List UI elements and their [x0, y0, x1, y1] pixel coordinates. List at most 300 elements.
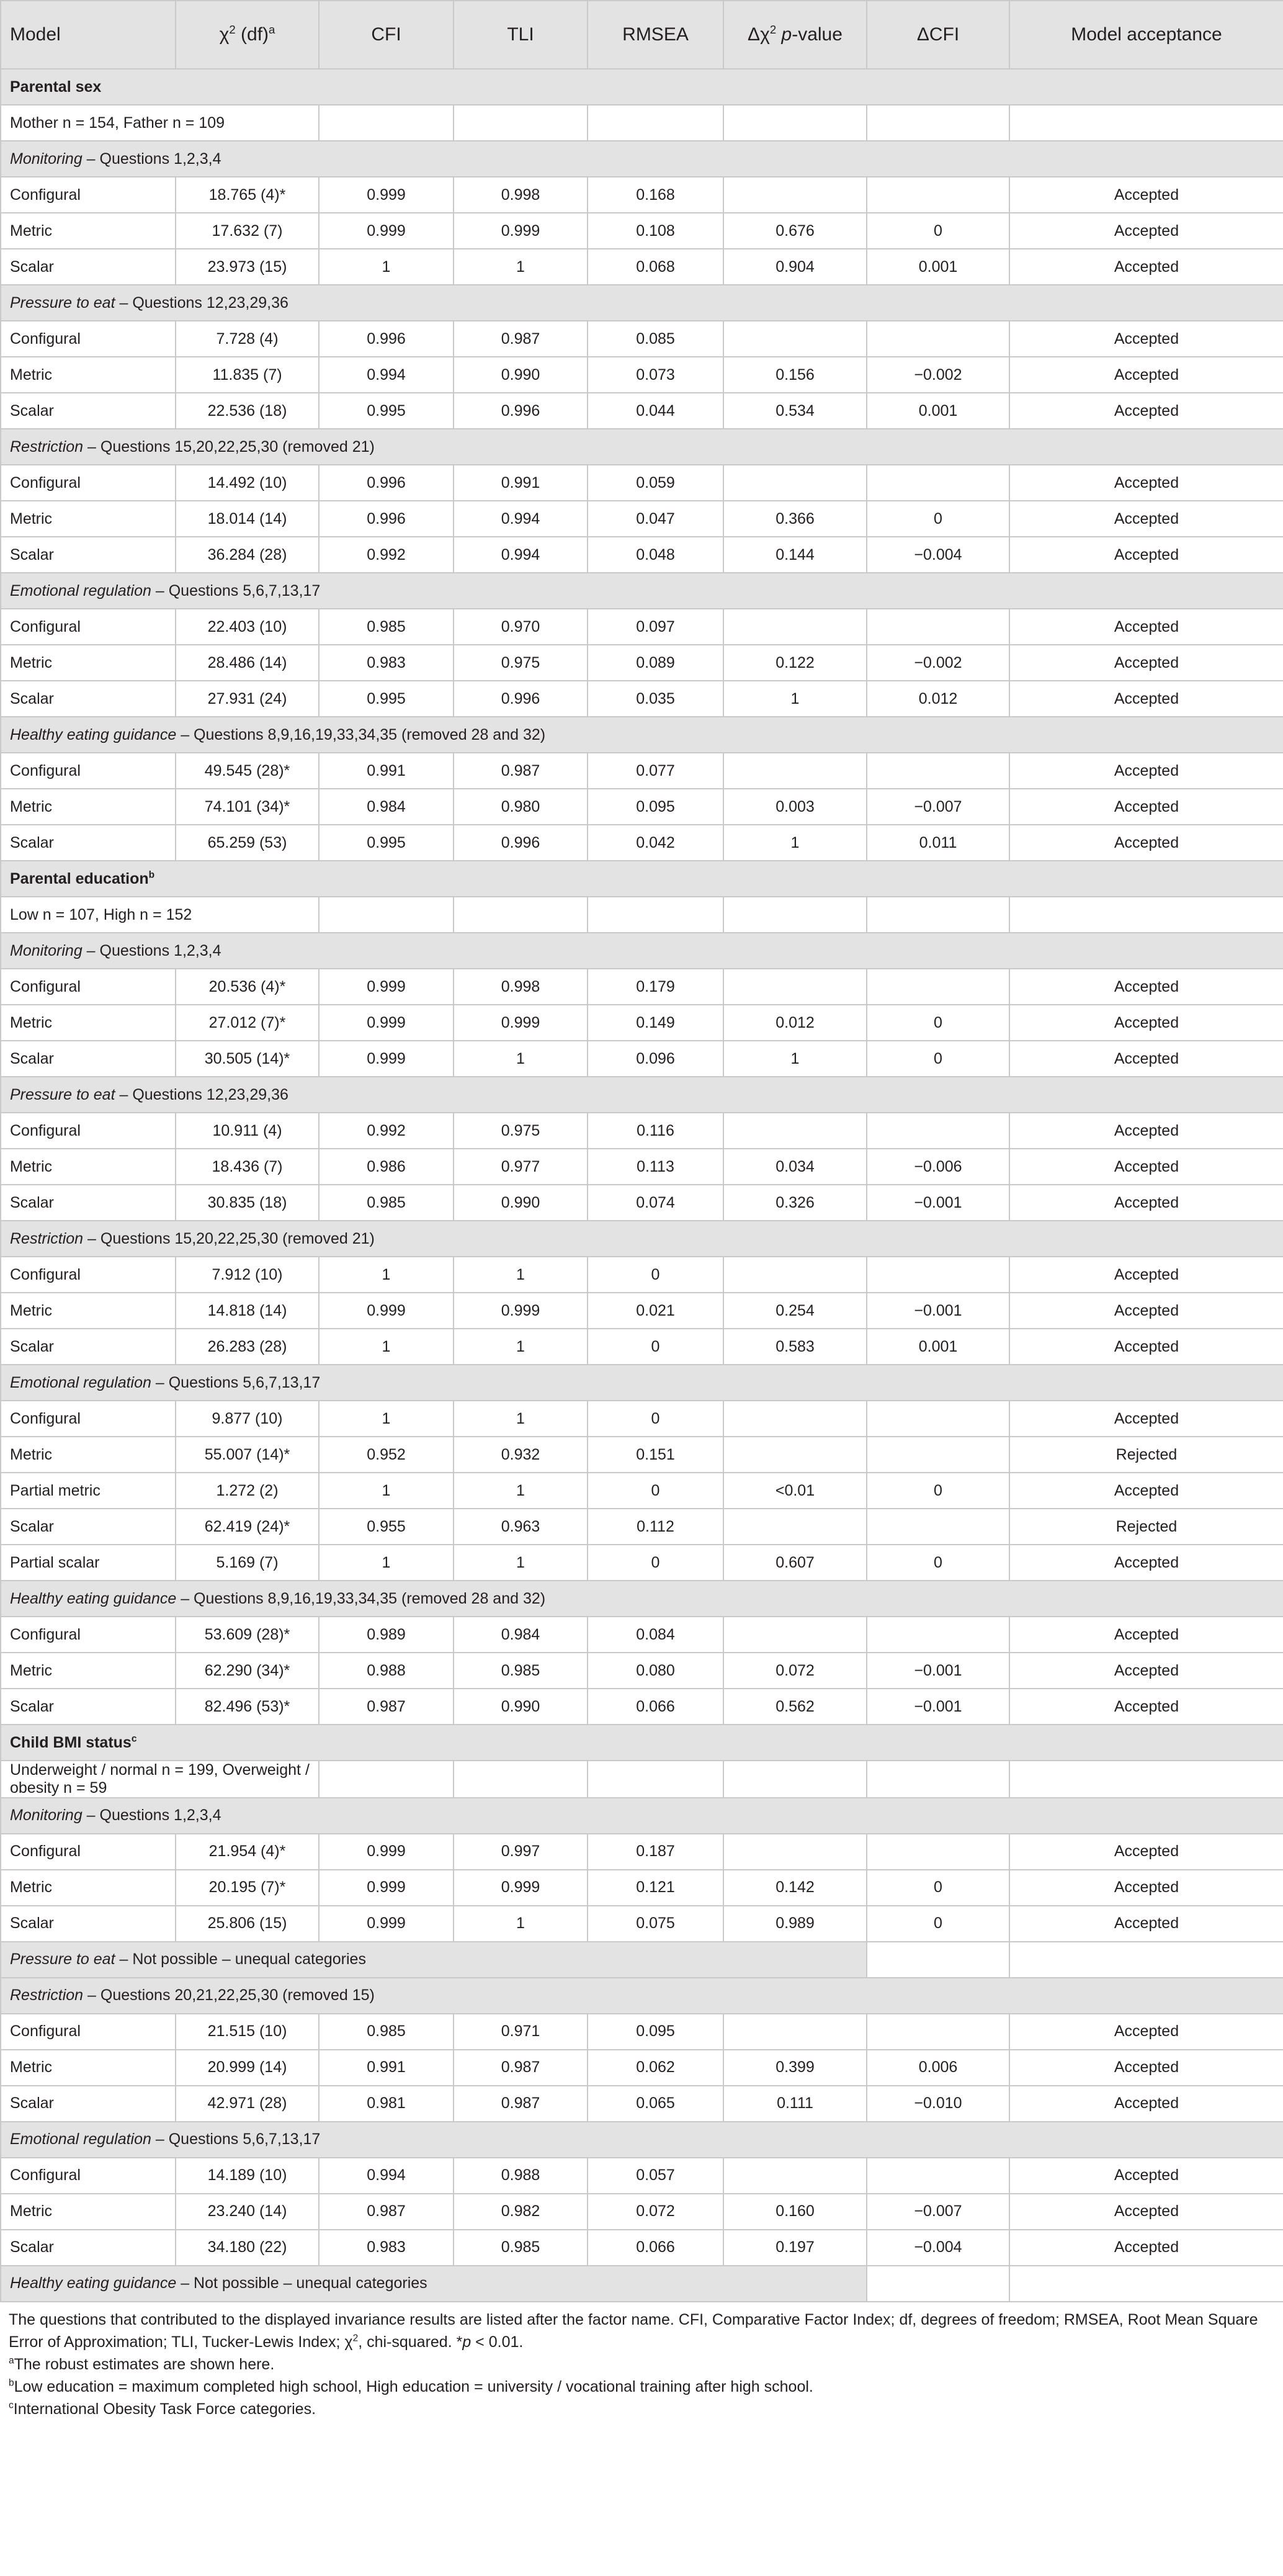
delta-chi-p-cell	[723, 177, 867, 213]
table-row	[1, 609, 1283, 645]
chi-square-cell: 22.403 (10)	[176, 609, 319, 645]
delta-chi-p-cell: 0.160	[723, 2194, 867, 2230]
tli-cell: 1	[454, 1041, 588, 1077]
model-cell: Metric	[1, 1149, 176, 1185]
table-row	[1, 501, 1283, 537]
table-row	[1, 1906, 1283, 1942]
tli-cell: 0.996	[454, 393, 588, 429]
table-row	[1, 825, 1283, 861]
table-row	[1, 1185, 1283, 1221]
cfi-cell: 1	[319, 249, 454, 285]
chi-square-cell: 20.536 (4)*	[176, 969, 319, 1005]
table-row	[1, 1617, 1283, 1653]
table-row	[1, 1149, 1283, 1185]
rmsea-cell: 0.068	[588, 249, 723, 285]
rmsea-cell: 0.187	[588, 1834, 723, 1870]
cfi-cell: 0.991	[319, 2050, 454, 2086]
model-cell: Metric	[1, 1437, 176, 1473]
cfi-cell: 0.983	[319, 2230, 454, 2266]
delta-chi-p-cell: 0.142	[723, 1870, 867, 1906]
model-cell: Scalar	[1, 1041, 176, 1077]
model-cell: Metric	[1, 2050, 176, 2086]
empty-cell	[319, 105, 454, 141]
chi-square-cell: 21.515 (10)	[176, 2014, 319, 2050]
delta-cfi-cell: 0.006	[867, 2050, 1009, 2086]
cfi-cell: 0.999	[319, 1293, 454, 1329]
cfi-cell: 1	[319, 1401, 454, 1437]
delta-cfi-cell: −0.007	[867, 2194, 1009, 2230]
footnote-c: $^c$International Obesity Task Force categories.	[9, 2400, 316, 2418]
model-cell: Scalar	[1, 1689, 176, 1725]
acceptance-cell: Accepted	[1009, 1906, 1283, 1942]
cfi-cell: 0.999	[319, 1041, 454, 1077]
delta-cfi-cell: −0.006	[867, 1149, 1009, 1185]
empty-cell	[723, 105, 867, 141]
chi-square-cell: 14.818 (14)	[176, 1293, 319, 1329]
delta-chi-p-cell	[723, 2014, 867, 2050]
delta-cfi-cell: 0.001	[867, 1329, 1009, 1365]
chi-square-cell: 30.835 (18)	[176, 1185, 319, 1221]
rmsea-cell: 0.108	[588, 213, 723, 249]
tli-cell: 0.991	[454, 465, 588, 501]
chi-square-cell: 21.954 (4)*	[176, 1834, 319, 1870]
chi-square-cell: 18.014 (14)	[176, 501, 319, 537]
acceptance-cell: Accepted	[1009, 321, 1283, 357]
model-cell: Metric	[1, 213, 176, 249]
delta-cfi-cell	[867, 753, 1009, 789]
factor-header-row	[1, 1581, 1283, 1617]
empty-cell	[1009, 897, 1283, 933]
cfi-cell: 0.994	[319, 357, 454, 393]
table-row	[1, 2086, 1283, 2122]
rmsea-cell: 0.044	[588, 393, 723, 429]
model-cell: Configural	[1, 969, 176, 1005]
chi-square-cell: 23.973 (15)	[176, 249, 319, 285]
delta-cfi-cell: 0.001	[867, 249, 1009, 285]
acceptance-cell: Accepted	[1009, 465, 1283, 501]
group-sample-row	[1, 897, 1283, 933]
factor-title: Pressure to eat – Not possible – unequal categories	[1, 1942, 867, 1978]
model-cell: Partial scalar	[1, 1545, 176, 1581]
delta-cfi-cell	[867, 321, 1009, 357]
delta-chi-p-cell: 0.534	[723, 393, 867, 429]
acceptance-cell: Accepted	[1009, 1401, 1283, 1437]
chi-square-cell: 55.007 (14)*	[176, 1437, 319, 1473]
model-cell: Scalar	[1, 825, 176, 861]
model-cell: Metric	[1, 1653, 176, 1689]
table-row	[1, 969, 1283, 1005]
table-row	[1, 645, 1283, 681]
empty-cell	[723, 897, 867, 933]
rmsea-cell: 0.047	[588, 501, 723, 537]
factor-header-row	[1, 1942, 1283, 1978]
tli-cell: 0.997	[454, 1834, 588, 1870]
tli-cell: 1	[454, 1906, 588, 1942]
delta-chi-p-cell	[723, 969, 867, 1005]
model-cell: Scalar	[1, 1329, 176, 1365]
model-cell: Metric	[1, 357, 176, 393]
delta-chi-p-cell	[723, 1401, 867, 1437]
chi-square-cell: 82.496 (53)*	[176, 1689, 319, 1725]
rmsea-cell: 0.066	[588, 2230, 723, 2266]
empty-cell	[319, 1761, 454, 1798]
delta-cfi-cell: 0	[867, 213, 1009, 249]
delta-chi-p-cell: 1	[723, 681, 867, 717]
chi-square-cell: 18.765 (4)*	[176, 177, 319, 213]
acceptance-cell: Accepted	[1009, 2230, 1283, 2266]
acceptance-cell: Accepted	[1009, 969, 1283, 1005]
rmsea-cell: 0.074	[588, 1185, 723, 1221]
rmsea-cell: 0.179	[588, 969, 723, 1005]
table-row	[1, 249, 1283, 285]
acceptance-cell: Accepted	[1009, 393, 1283, 429]
delta-cfi-cell: 0	[867, 1870, 1009, 1906]
rmsea-cell: 0.112	[588, 1509, 723, 1545]
delta-chi-p-cell: 0.676	[723, 213, 867, 249]
chi-square-cell: 22.536 (18)	[176, 393, 319, 429]
header-delta-chi-p: $\Delta\chi^2$ p-value	[723, 1, 867, 69]
table-row	[1, 465, 1283, 501]
delta-chi-p-cell: 0.607	[723, 1545, 867, 1581]
model-cell: Scalar	[1, 393, 176, 429]
empty-cell	[588, 897, 723, 933]
table-row	[1, 537, 1283, 573]
tli-cell: 0.985	[454, 1653, 588, 1689]
model-cell: Metric	[1, 1005, 176, 1041]
delta-chi-p-cell	[723, 321, 867, 357]
delta-chi-p-cell: 0.003	[723, 789, 867, 825]
cfi-cell: 0.987	[319, 1689, 454, 1725]
acceptance-cell: Accepted	[1009, 1473, 1283, 1509]
delta-chi-p-cell: 0.156	[723, 357, 867, 393]
delta-cfi-cell	[867, 177, 1009, 213]
model-cell: Partial metric	[1, 1473, 176, 1509]
empty-cell	[867, 2266, 1009, 2302]
table-row	[1, 1509, 1283, 1545]
cfi-cell: 0.988	[319, 1653, 454, 1689]
table-row	[1, 393, 1283, 429]
delta-chi-p-cell: 0.111	[723, 2086, 867, 2122]
tli-cell: 1	[454, 1257, 588, 1293]
acceptance-cell: Accepted	[1009, 1005, 1283, 1041]
acceptance-cell: Accepted	[1009, 2086, 1283, 2122]
delta-chi-p-cell: 0.122	[723, 645, 867, 681]
factor-header-row	[1, 1978, 1283, 2014]
delta-chi-p-cell: 0.326	[723, 1185, 867, 1221]
tli-cell: 0.996	[454, 825, 588, 861]
chi-square-cell: 25.806 (15)	[176, 1906, 319, 1942]
model-cell: Metric	[1, 789, 176, 825]
model-cell: Scalar	[1, 1906, 176, 1942]
tli-cell: 0.994	[454, 537, 588, 573]
cfi-cell: 1	[319, 1257, 454, 1293]
rmsea-cell: 0	[588, 1473, 723, 1509]
chi-square-cell: 18.436 (7)	[176, 1149, 319, 1185]
model-cell: Configural	[1, 465, 176, 501]
chi-square-cell: 7.912 (10)	[176, 1257, 319, 1293]
cfi-cell: 0.994	[319, 2158, 454, 2194]
factor-title: Emotional regulation – Questions 5,6,7,13,17	[1, 1365, 1283, 1401]
rmsea-cell: 0	[588, 1401, 723, 1437]
model-cell: Scalar	[1, 537, 176, 573]
delta-chi-p-cell: 0.904	[723, 249, 867, 285]
delta-chi-p-cell: 1	[723, 1041, 867, 1077]
table-row	[1, 177, 1283, 213]
empty-cell	[588, 105, 723, 141]
empty-cell	[867, 105, 1009, 141]
group-sample-row	[1, 105, 1283, 141]
factor-title: Healthy eating guidance – Questions 8,9,16,19,33,34,35 (removed 28 and 32)	[1, 717, 1283, 753]
rmsea-cell: 0.042	[588, 825, 723, 861]
table-row	[1, 2050, 1283, 2086]
chi-square-cell: 23.240 (14)	[176, 2194, 319, 2230]
tli-cell: 0.987	[454, 321, 588, 357]
empty-cell	[454, 897, 588, 933]
rmsea-cell: 0.065	[588, 2086, 723, 2122]
delta-cfi-cell	[867, 1437, 1009, 1473]
delta-cfi-cell: 0	[867, 1473, 1009, 1509]
acceptance-cell: Accepted	[1009, 681, 1283, 717]
table-row	[1, 357, 1283, 393]
table-row	[1, 1834, 1283, 1870]
cfi-cell: 0.991	[319, 753, 454, 789]
table-row	[1, 1545, 1283, 1581]
delta-cfi-cell: −0.007	[867, 789, 1009, 825]
factor-title: Restriction – Questions 15,20,22,25,30 (removed 21)	[1, 1221, 1283, 1257]
factor-title: Pressure to eat – Questions 12,23,29,36	[1, 1077, 1283, 1113]
rmsea-cell: 0.116	[588, 1113, 723, 1149]
delta-chi-p-cell: <0.01	[723, 1473, 867, 1509]
group-sample-sizes: Mother n = 154, Father n = 109	[1, 105, 319, 141]
cfi-cell: 0.992	[319, 1113, 454, 1149]
chi-square-cell: 34.180 (22)	[176, 2230, 319, 2266]
delta-cfi-cell	[867, 1113, 1009, 1149]
delta-chi-p-cell: 0.583	[723, 1329, 867, 1365]
table-row	[1, 213, 1283, 249]
model-cell: Metric	[1, 1293, 176, 1329]
rmsea-cell: 0.066	[588, 1689, 723, 1725]
group-title: Parental education$^b$	[1, 861, 1283, 897]
empty-cell	[867, 1761, 1009, 1798]
factor-header-row	[1, 2122, 1283, 2158]
acceptance-cell: Accepted	[1009, 1113, 1283, 1149]
cfi-cell: 0.999	[319, 1906, 454, 1942]
empty-cell	[454, 1761, 588, 1798]
chi-square-cell: 20.999 (14)	[176, 2050, 319, 2086]
table-row	[1, 2194, 1283, 2230]
delta-chi-p-cell: 0.144	[723, 537, 867, 573]
delta-cfi-cell	[867, 969, 1009, 1005]
acceptance-cell: Rejected	[1009, 1509, 1283, 1545]
header-model-acceptance: Model acceptance	[1009, 1, 1283, 69]
delta-cfi-cell: 0	[867, 1005, 1009, 1041]
rmsea-cell: 0.035	[588, 681, 723, 717]
group-sample-sizes: Low n = 107, High n = 152	[1, 897, 319, 933]
cfi-cell: 0.955	[319, 1509, 454, 1545]
rmsea-cell: 0.113	[588, 1149, 723, 1185]
delta-chi-p-cell: 0.399	[723, 2050, 867, 2086]
chi-square-cell: 53.609 (28)*	[176, 1617, 319, 1653]
delta-cfi-cell: 0	[867, 1545, 1009, 1581]
cfi-cell: 0.995	[319, 825, 454, 861]
delta-cfi-cell	[867, 2158, 1009, 2194]
delta-cfi-cell: −0.004	[867, 2230, 1009, 2266]
table-row	[1, 1005, 1283, 1041]
delta-chi-p-cell	[723, 1113, 867, 1149]
model-cell: Configural	[1, 321, 176, 357]
table-row	[1, 789, 1283, 825]
rmsea-cell: 0.089	[588, 645, 723, 681]
chi-square-cell: 1.272 (2)	[176, 1473, 319, 1509]
cfi-cell: 0.984	[319, 789, 454, 825]
rmsea-cell: 0.121	[588, 1870, 723, 1906]
model-cell: Metric	[1, 2194, 176, 2230]
group-sample-row	[1, 1761, 1283, 1798]
tli-cell: 1	[454, 1473, 588, 1509]
tli-cell: 0.998	[454, 177, 588, 213]
chi-square-cell: 42.971 (28)	[176, 2086, 319, 2122]
tli-cell: 0.999	[454, 1005, 588, 1041]
model-cell: Scalar	[1, 681, 176, 717]
rmsea-cell: 0.084	[588, 1617, 723, 1653]
chi-square-cell: 65.259 (53)	[176, 825, 319, 861]
factor-title: Pressure to eat – Questions 12,23,29,36	[1, 285, 1283, 321]
acceptance-cell: Accepted	[1009, 1329, 1283, 1365]
header-chi-square: $\chi^2$ (df)$^a$	[176, 1, 319, 69]
header-rmsea: RMSEA	[588, 1, 723, 69]
model-cell: Scalar	[1, 249, 176, 285]
cfi-cell: 0.999	[319, 177, 454, 213]
model-cell: Configural	[1, 1834, 176, 1870]
cfi-cell: 1	[319, 1473, 454, 1509]
table-row	[1, 753, 1283, 789]
cfi-cell: 0.985	[319, 609, 454, 645]
empty-cell	[319, 897, 454, 933]
acceptance-cell: Rejected	[1009, 1437, 1283, 1473]
chi-square-cell: 7.728 (4)	[176, 321, 319, 357]
group-title: Parental sex	[1, 69, 1283, 105]
tli-cell: 0.990	[454, 1185, 588, 1221]
delta-cfi-cell: −0.001	[867, 1293, 1009, 1329]
factor-title: Monitoring – Questions 1,2,3,4	[1, 933, 1283, 969]
acceptance-cell: Accepted	[1009, 537, 1283, 573]
model-cell: Configural	[1, 177, 176, 213]
chi-square-cell: 10.911 (4)	[176, 1113, 319, 1149]
empty-cell	[454, 105, 588, 141]
tli-cell: 0.982	[454, 2194, 588, 2230]
acceptance-cell: Accepted	[1009, 753, 1283, 789]
factor-header-row	[1, 2266, 1283, 2302]
acceptance-cell: Accepted	[1009, 177, 1283, 213]
table-row	[1, 321, 1283, 357]
tli-cell: 0.984	[454, 1617, 588, 1653]
cfi-cell: 0.992	[319, 537, 454, 573]
rmsea-cell: 0.048	[588, 537, 723, 573]
group-title: Child BMI status$^c$	[1, 1725, 1283, 1761]
cfi-cell: 0.987	[319, 2194, 454, 2230]
tli-cell: 0.990	[454, 357, 588, 393]
tli-cell: 0.999	[454, 1293, 588, 1329]
rmsea-cell: 0.095	[588, 2014, 723, 2050]
tli-cell: 0.988	[454, 2158, 588, 2194]
acceptance-cell: Accepted	[1009, 2050, 1283, 2086]
footnote-main: The questions that contributed to the displayed invariance results are listed after the factor name. CFI, Comparative Factor Index; df, degrees of freedom; RMSEA, Root Mean Square Error of Approximation; TLI, Tucker-Lewis Index; $\chi^2$, chi-squared. *p < 0.01.	[9, 2310, 1258, 2351]
header-cfi: CFI	[319, 1, 454, 69]
model-cell: Metric	[1, 1870, 176, 1906]
delta-cfi-cell: −0.004	[867, 537, 1009, 573]
factor-title: Healthy eating guidance – Questions 8,9,16,19,33,34,35 (removed 28 and 32)	[1, 1581, 1283, 1617]
delta-chi-p-cell	[723, 1257, 867, 1293]
cfi-cell: 0.985	[319, 2014, 454, 2050]
acceptance-cell: Accepted	[1009, 2014, 1283, 2050]
delta-cfi-cell: 0	[867, 1041, 1009, 1077]
rmsea-cell: 0.080	[588, 1653, 723, 1689]
tli-cell: 0.987	[454, 2086, 588, 2122]
tli-cell: 0.990	[454, 1689, 588, 1725]
table-row	[1, 1473, 1283, 1509]
model-cell: Configural	[1, 753, 176, 789]
model-cell: Scalar	[1, 1185, 176, 1221]
table-body	[1, 69, 1283, 2302]
model-cell: Scalar	[1, 2086, 176, 2122]
cfi-cell: 0.985	[319, 1185, 454, 1221]
header-row	[1, 1, 1283, 69]
model-cell: Configural	[1, 1617, 176, 1653]
delta-chi-p-cell: 0.989	[723, 1906, 867, 1942]
cfi-cell: 0.952	[319, 1437, 454, 1473]
delta-cfi-cell	[867, 2014, 1009, 2050]
table-row	[1, 681, 1283, 717]
rmsea-cell: 0.075	[588, 1906, 723, 1942]
acceptance-cell: Accepted	[1009, 1617, 1283, 1653]
delta-cfi-cell	[867, 1834, 1009, 1870]
delta-chi-p-cell: 0.254	[723, 1293, 867, 1329]
table-row	[1, 1870, 1283, 1906]
delta-cfi-cell: −0.001	[867, 1185, 1009, 1221]
empty-cell	[867, 1942, 1009, 1978]
table-row	[1, 1437, 1283, 1473]
delta-cfi-cell: −0.002	[867, 357, 1009, 393]
delta-chi-p-cell	[723, 1509, 867, 1545]
delta-cfi-cell	[867, 1509, 1009, 1545]
delta-cfi-cell: −0.001	[867, 1689, 1009, 1725]
chi-square-cell: 27.931 (24)	[176, 681, 319, 717]
table-row	[1, 1041, 1283, 1077]
model-cell: Metric	[1, 645, 176, 681]
delta-cfi-cell	[867, 1257, 1009, 1293]
chi-square-cell: 36.284 (28)	[176, 537, 319, 573]
rmsea-cell: 0.096	[588, 1041, 723, 1077]
header-delta-cfi: ΔCFI	[867, 1, 1009, 69]
factor-header-row	[1, 933, 1283, 969]
delta-chi-p-cell: 0.072	[723, 1653, 867, 1689]
delta-chi-p-cell: 0.034	[723, 1149, 867, 1185]
tli-cell: 0.987	[454, 753, 588, 789]
acceptance-cell: Accepted	[1009, 1834, 1283, 1870]
empty-cell	[723, 1761, 867, 1798]
table-row	[1, 1329, 1283, 1365]
cfi-cell: 0.995	[319, 393, 454, 429]
cfi-cell: 0.999	[319, 969, 454, 1005]
empty-cell	[588, 1761, 723, 1798]
header-model: Model	[1, 1, 176, 69]
table-row	[1, 1689, 1283, 1725]
tli-cell: 0.975	[454, 645, 588, 681]
acceptance-cell: Accepted	[1009, 1689, 1283, 1725]
empty-cell	[1009, 1761, 1283, 1798]
tli-cell: 0.999	[454, 1870, 588, 1906]
acceptance-cell: Accepted	[1009, 609, 1283, 645]
